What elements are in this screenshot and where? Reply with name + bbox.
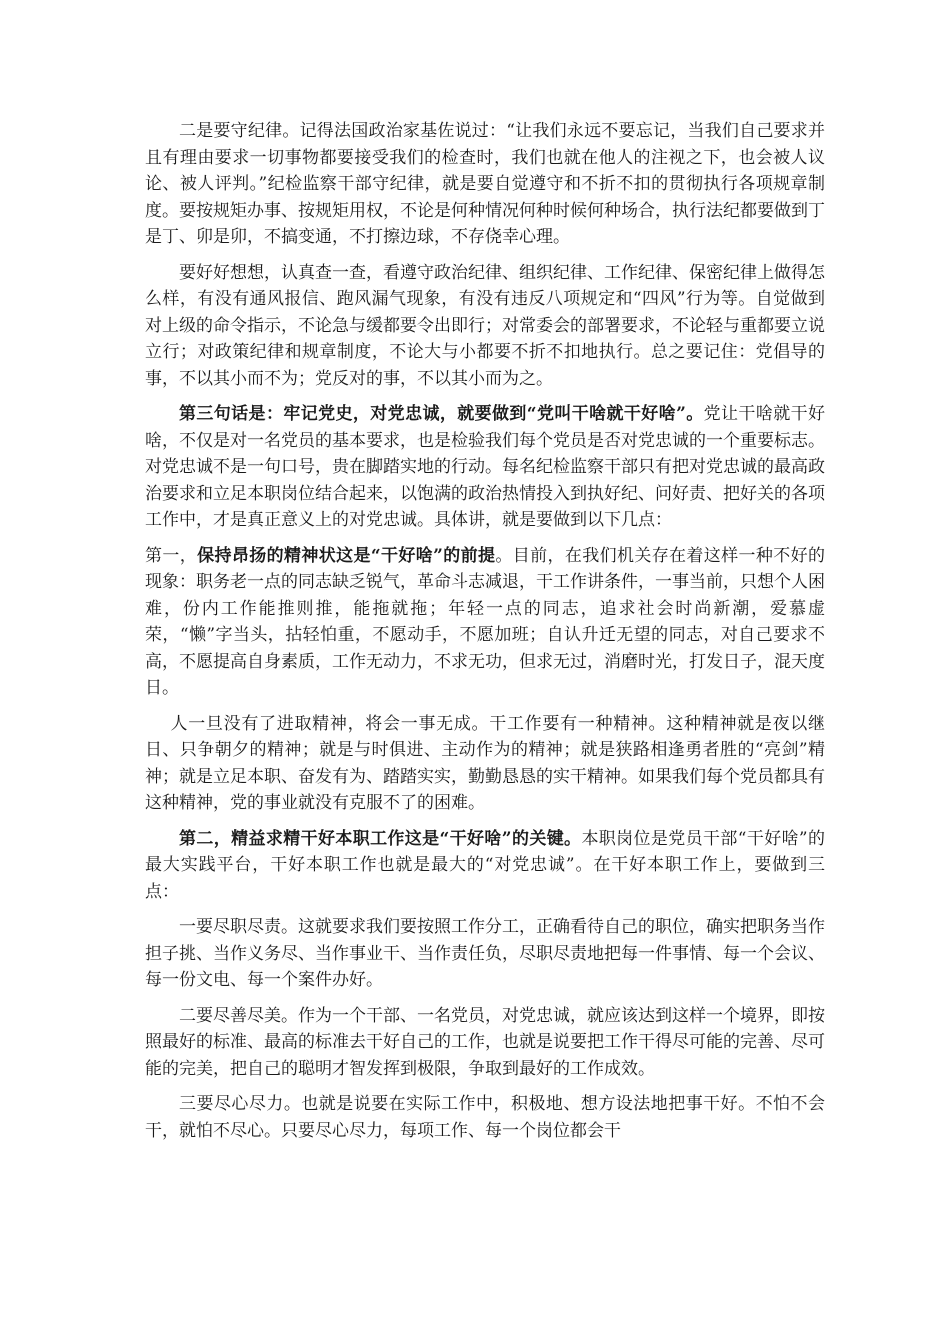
paragraph-reflection: 要好好想想，认真查一查，看遵守政治纪律、组织纪律、工作纪律、保密纪律上做得怎么样，有没有通风报信、跑风漏气现象，有没有违反八项规定和“四风”行为等。自觉做到对上级的命令指示，不论急与缓都要令出即行；对常委会的部署要求，不论轻与重都要立说立行；对政策纪律和规章制度，不论大与小都要不折不扣地执行。总之要记住：党倡导的事，不以其小而不为；党反对的事，不以其小而为之。 (145, 262, 825, 389)
third-point-text: 党让干啥就干好啥，不仅是对一名党员的基本要求，也是检验我们每个党员是否对党忠诚的一个重要标志。对党忠诚不是一句口号，贵在脚踏实地的行动。每名纪检监察干部只有把对党忠诚的最高政治要求和立足本职岗位结合起来，以饱满的政治热情投入到执好纪、问好责、把好关的各项工作中，才是真正意义上的对党忠诚。具体讲，就是要做到以下几点： (145, 404, 825, 530)
paragraph-duty: 一要尽职尽责。这就要求我们要按照工作分工，正确看待自己的职位，确实把职务当作担子挑、当作义务尽、当作事业干、当作责任负，尽职尽责地把每一件事情、每一个会议、每一份文电、每一个案件办好。 (145, 917, 825, 990)
first-item-lead: 第一， (145, 545, 198, 566)
paragraph-discipline: 二是要守纪律。记得法国政治家基佐说过：“让我们永远不要忘记，当我们自己要求并且有理由要求一切事物都要接受我们的检查时，我们也就在他人的注视之下，也会被人议论、被人评判。”纪检监察干部守纪律，就是要自觉遵守和不折不扣的贯彻执行各项规章制度。要按规矩办事、按规矩用权，不论是何种情况何种时候何种场合，执行法纪都要做到丁是丁、卯是卯，不搞变通，不打擦边球，不存侥幸心理。 (145, 121, 825, 247)
paragraph-second-item (145, 826, 825, 906)
third-point-heading: 第三句话是：牢记党史，对党忠诚，就要做到“党叫干啥就干好啥”。 (179, 404, 704, 424)
paragraph-third-point (145, 401, 825, 534)
document-body (145, 118, 825, 1153)
paragraph-first-item (145, 543, 825, 702)
paragraph-excellence: 二要尽善尽美。作为一个干部、一名党员，对党忠诚，就应该达到这样一个境界，即按照最好的标准、最高的标准去干好自己的工作，也就是说要把工作干得尽可能的完善、尽可能的完美，把自己的聪明才智发挥到极限，争取到最好的工作成效。 (145, 1005, 825, 1079)
first-item-heading: 保持昂扬的精神状这是“干好啥”的前提 (197, 545, 496, 566)
second-item-heading: 第二，精益求精干好本职工作这是“干好啥”的关键。 (179, 828, 582, 849)
paragraph-spirit: 人一旦没有了进取精神，将会一事无成。干工作要有一种精神。这种精神就是夜以继日、只争朝夕的精神；就是与时俱进、主动作为的精神；就是狭路相逢勇者胜的“亮剑”精神；就是立足本职、奋发有为、踏踏实实，勤勤恳恳的实干精神。如果我们每个党员都具有这种精神，党的事业就没有克服不了的困难。 (145, 713, 825, 813)
second-item-text: 本职岗位是党员干部“干好啥”的最大实践平台，干好本职工作也就是最大的“对党忠诚”。在干好本职工作上，要做到三点： (145, 828, 825, 902)
first-item-text: 。目前，在我们机关存在着这样一种不好的现象：职务老一点的同志缺乏锐气，革命斗志减退，干工作讲条件，一事当前，只想个人困难，份内工作能推则推，能拖就拖；年轻一点的同志，追求社会时尚新潮，爱慕虚荣，“懒”字当头，拈轻怕重，不愿动手，不愿加班；自认升迁无望的同志，对自己要求不高，不愿提高自身素质，工作无动力，不求无功，但求无过，消磨时光，打发日子，混天度日。 (145, 545, 826, 698)
paragraph-effort: 三要尽心尽力。也就是说要在实际工作中，积极地、想方设法地把事干好。不怕不会干，就怕不尽心。只要尽心尽力，每项工作、每一个岗位都会干 (145, 1094, 825, 1141)
